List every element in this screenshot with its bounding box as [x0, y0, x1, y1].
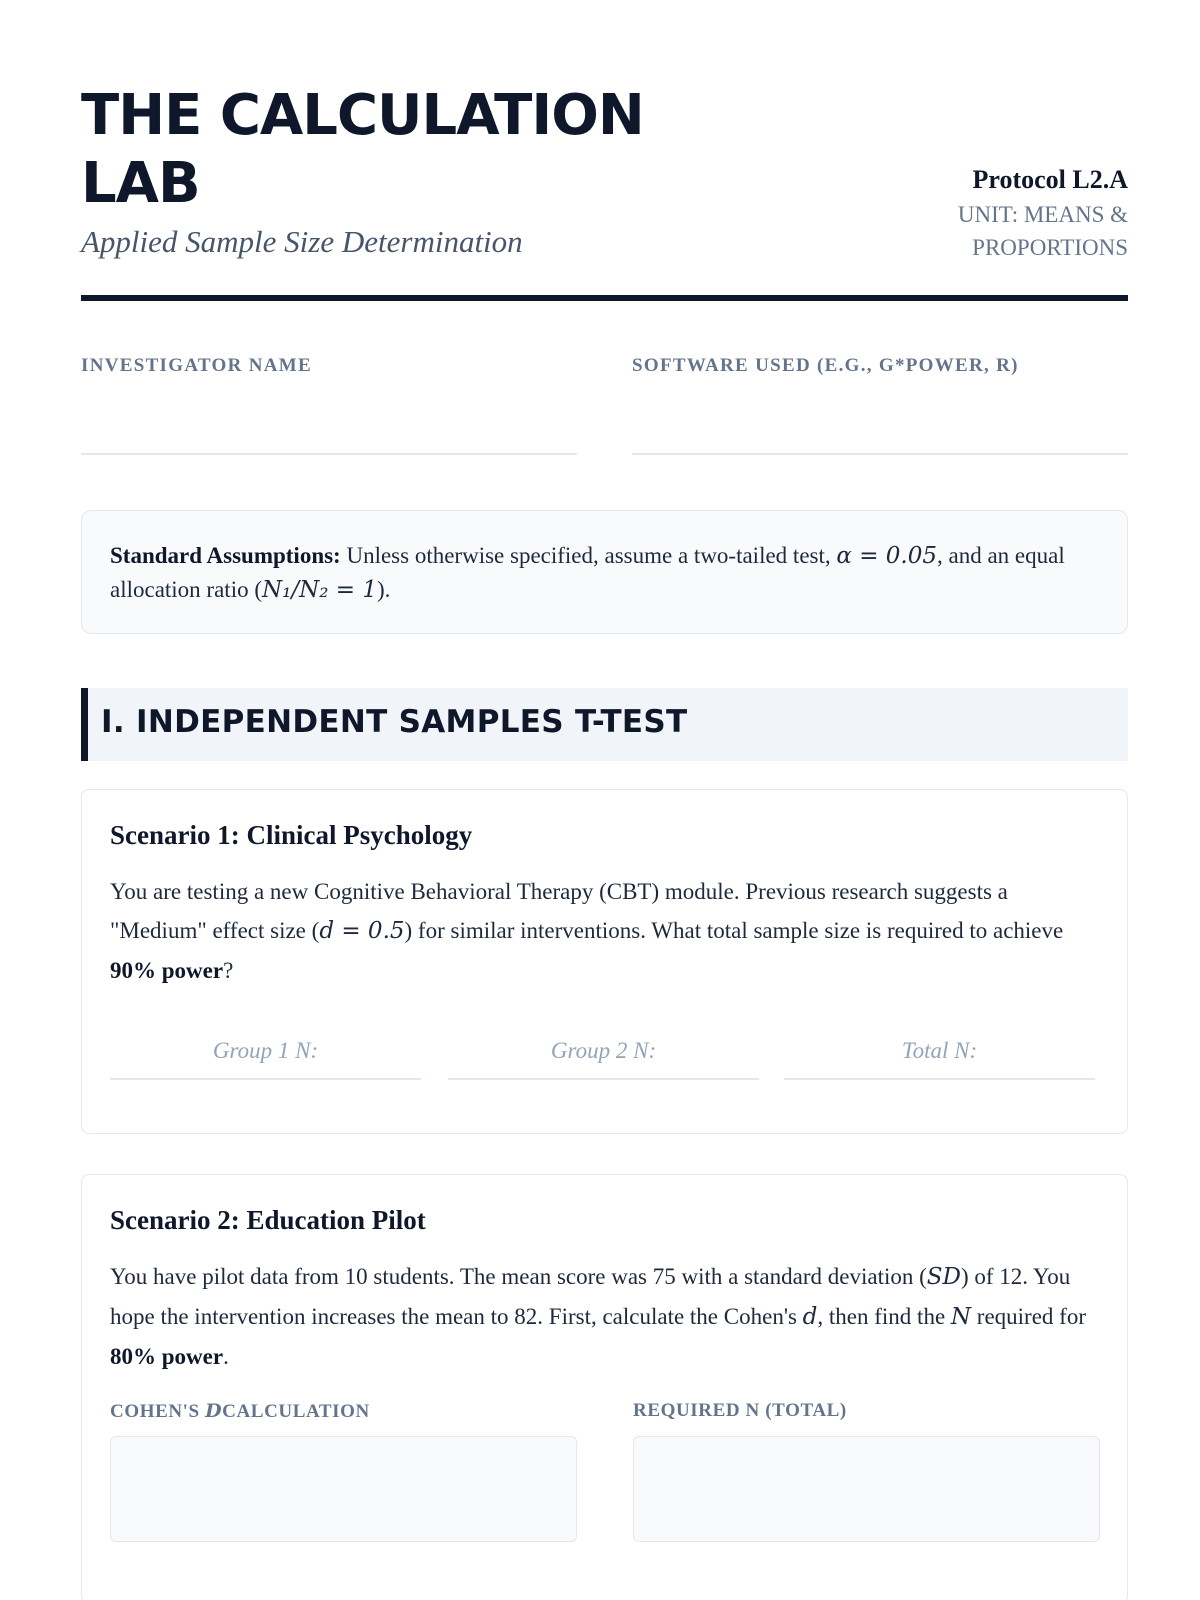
total-n-field[interactable]: Total N:	[784, 1030, 1095, 1080]
page-subtitle: Applied Sample Size Determination	[81, 224, 523, 259]
cohens-d-label	[110, 1400, 577, 1423]
scenario-1-answer-blanks	[110, 1030, 1095, 1080]
cohens-d-label-var: D	[205, 1400, 223, 1422]
scenario-2-text-2: ) of 12. You hope the intervention increases the mean to 82. First, calculate the Cohen's	[110, 1264, 1071, 1329]
scenario-1-title: Scenario 1: Clinical Psychology	[110, 820, 473, 850]
investigator-name-label: INVESTIGATOR NAME	[81, 355, 312, 376]
scenario-2-power: 80% power	[110, 1344, 224, 1369]
investigator-name-field[interactable]	[81, 355, 577, 455]
section-title: I. INDEPENDENT SAMPLES T-TEST	[101, 704, 688, 740]
required-n-label: REQUIRED N (TOTAL)	[633, 1400, 847, 1421]
cohens-d-calculation	[110, 1400, 577, 1423]
software-used-field[interactable]	[632, 355, 1128, 455]
cohens-d-label-prefix: COHEN'S	[110, 1401, 206, 1422]
worksheet-page	[81, 0, 1128, 1422]
cohens-d-label-suffix: CALCULATION	[222, 1401, 370, 1422]
assumptions-label: Standard Assumptions:	[110, 543, 341, 568]
protocol-id: Protocol L2.A	[972, 165, 1128, 194]
cohens-d-answer-box[interactable]	[110, 1436, 577, 1542]
assumptions-text-3: ).	[376, 577, 391, 602]
scenario-1-text-2: ) for similar interventions. What total sample size is required to achieve	[404, 918, 1064, 943]
effect-size-expression: d = 0.5	[319, 918, 405, 944]
standard-assumptions-box	[81, 510, 1128, 634]
scenario-1-text-3: ?	[223, 958, 234, 983]
software-used-line	[632, 453, 1128, 455]
scenario-1-text	[110, 872, 1095, 990]
scenario-2-text-1: You have pilot data from 10 students. The mean score was 75 with a standard deviation (	[110, 1264, 927, 1289]
assumptions-text-1: Unless otherwise specified, assume a two-tailed test,	[340, 543, 837, 568]
header-divider	[81, 295, 1128, 301]
header	[81, 0, 1128, 300]
sd-symbol: SD	[926, 1264, 961, 1290]
scenario-1-text-1: You are testing a new Cognitive Behavioral Therapy (CBT) module. Previous research suggests a "Medium" effect size (	[110, 879, 1008, 943]
alpha-expression: α = 0.05	[836, 543, 938, 569]
info-fields	[81, 355, 1128, 455]
scenario-2-card	[81, 1174, 1128, 1600]
section-header-t-test	[81, 688, 1128, 761]
investigator-name-line	[81, 453, 577, 455]
scenario-2-title: Scenario 2: Education Pilot	[110, 1205, 426, 1235]
scenario-2-text	[110, 1257, 1095, 1376]
scenario-2-text-5: .	[223, 1344, 229, 1369]
n-symbol: N	[950, 1304, 972, 1330]
scenario-1-power: 90% power	[110, 958, 224, 983]
required-n-answer-box[interactable]	[633, 1436, 1100, 1542]
page-title: THE CALCULATION LAB	[81, 83, 644, 216]
group-1-n-field[interactable]: Group 1 N:	[110, 1030, 421, 1080]
software-used-label: SOFTWARE USED (E.G., G*POWER, R)	[632, 355, 1019, 376]
assumptions-text-2: , and an equal allocation ratio (	[110, 543, 1065, 602]
scenario-1-card	[81, 789, 1128, 1134]
required-n-calculation	[633, 1400, 1100, 1422]
group-2-n-field[interactable]: Group 2 N:	[448, 1030, 759, 1080]
ratio-expression: N₁/N₂ = 1	[262, 577, 377, 603]
d-symbol: d	[802, 1304, 818, 1330]
scenario-2-text-4: required for	[971, 1304, 1086, 1329]
protocol-unit: UNIT: MEANS & PROPORTIONS	[957, 202, 1128, 260]
protocol-block	[938, 162, 1128, 264]
scenario-2-text-3: , then find the	[817, 1304, 951, 1329]
